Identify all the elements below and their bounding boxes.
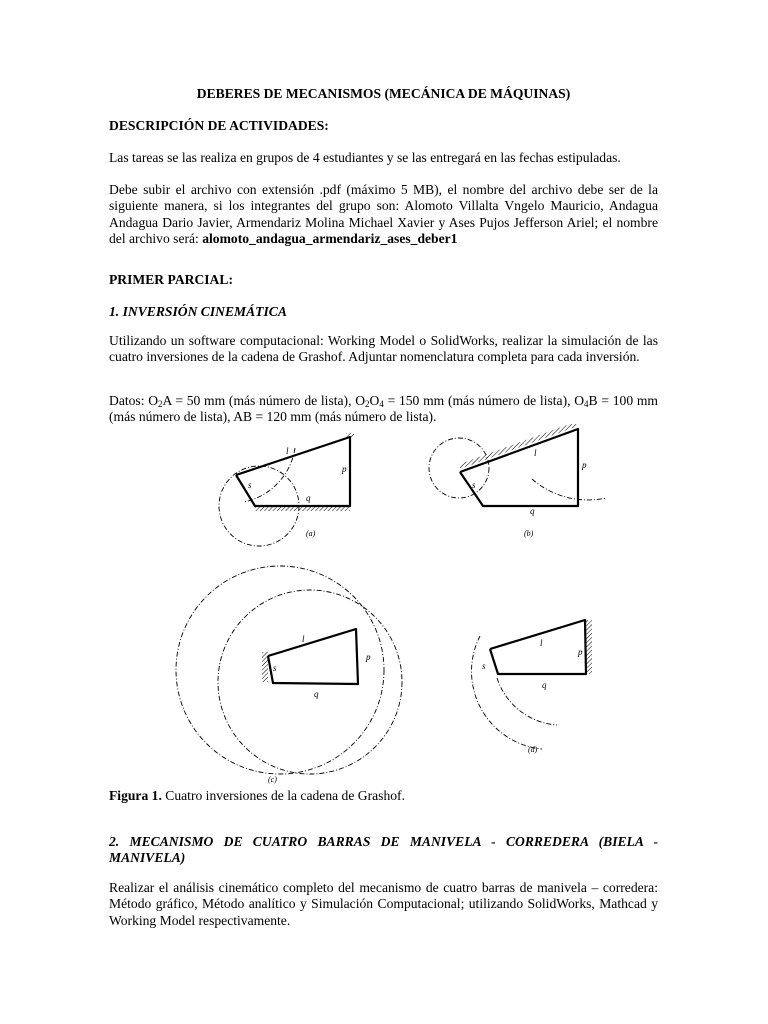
label-p-d: p: [578, 647, 583, 657]
section1-heading: 1. INVERSIÓN CINEMÁTICA: [109, 304, 287, 319]
figure-caption-text: Cuatro inversiones de la cadena de Grashof.: [161, 788, 405, 803]
label-p-b: p: [582, 460, 587, 470]
label-s-c: s: [273, 663, 277, 673]
section1-paragraph: Utilizando un software computacional: Working Model o SolidWorks, realizar la simulación de las cuatro inversiones de la cadena de Grashof. Adjuntar nomenclatura completa para cada inversión.: [109, 333, 658, 365]
label-q-c: q: [314, 689, 319, 699]
outer-circle-c: [176, 566, 384, 774]
label-l-c: l: [302, 634, 305, 644]
subscript-2: 2: [158, 399, 163, 409]
arc-a: [244, 448, 295, 502]
inversion-b: [429, 424, 606, 538]
label-p-a: p: [342, 464, 347, 474]
pin-hatch-a: [346, 433, 354, 438]
data-part-b: O: [369, 393, 380, 408]
figure-caption-label: Figura 1.: [109, 788, 162, 803]
crank-circle-b: [429, 438, 489, 498]
label-p-c: p: [366, 652, 371, 662]
label-q-d: q: [542, 680, 547, 690]
subscript-2: 2: [365, 399, 370, 409]
filename-example: alomoto_andagua_armendariz_ases_deber1: [202, 231, 458, 247]
inner-circle-c: [218, 590, 402, 774]
linkage-d: [490, 620, 586, 674]
subscript-4: 4: [584, 399, 589, 409]
upload-paragraph: [109, 182, 658, 248]
data-part-a: A = 50 mm (más número de lista), O: [162, 393, 366, 408]
label-s-b: s: [472, 480, 476, 490]
panel-label-d: (d): [528, 745, 538, 754]
ground-hatch-c: [262, 652, 268, 682]
document-title: DEBERES DE MECANISMOS (MECÁNICA DE MÁQUINAS): [196, 86, 571, 101]
panel-label-c: (c): [268, 775, 277, 784]
data-prefix: Datos: O: [109, 393, 159, 408]
description-heading: DESCRIPCIÓN DE ACTIVIDADES:: [109, 118, 329, 133]
linkage-a: [236, 437, 350, 506]
grashof-inversions-figure: [160, 424, 608, 790]
figure-drawing: [160, 424, 608, 790]
first-partial-heading: PRIMER PARCIAL:: [109, 272, 233, 287]
ground-hatch-d: [586, 620, 592, 674]
label-q-b: q: [530, 506, 535, 516]
inversion-d: [472, 620, 592, 754]
arc-d2: [497, 678, 557, 725]
label-q-a: q: [306, 493, 311, 503]
figure-caption: [109, 788, 658, 804]
panel-label-a: (a): [306, 529, 316, 538]
data-paragraph: [109, 393, 658, 426]
upload-text: Debe subir el archivo con extensión .pdf (máximo 5 MB), el nombre del archivo debe ser de la siguiente manera, si los integrantes del grupo son: Alomoto Villalta Vngelo Mauricio, Andagua Andagua Dario Javier, Armendariz Molina Michael Xavier y Ases Pujos Jefferson Ariel; el nombre del archivo será:: [109, 182, 658, 247]
label-s-d: s: [482, 661, 486, 671]
arc-b: [532, 479, 606, 500]
section2-heading: 2. MECANISMO DE CUATRO BARRAS DE MANIVELA - CORREDERA (BIELA - MANIVELA): [109, 834, 658, 866]
arc-d1: [472, 636, 542, 749]
intro-paragraph: Las tareas se las realiza en grupos de 4 estudiantes y se las entregará en las fechas estipuladas.: [109, 150, 621, 165]
panel-label-b: (b): [524, 529, 534, 538]
linkage-b: [460, 429, 578, 506]
inversion-c: [176, 566, 402, 784]
ground-hatch-b: [460, 424, 578, 469]
label-s-a: s: [248, 480, 252, 490]
ground-hatch-a: [255, 506, 350, 511]
data-part-d: B = 100 mm (más número de lista), AB = 120 mm (más número de lista).: [109, 393, 658, 425]
subscript-4: 4: [379, 399, 384, 409]
section2-paragraph: Realizar el análisis cinemático completo del mecanismo de cuatro barras de manivela – corredera: Método gráfico, Método analítico y Simulación Computacional; utilizando SolidWorks, Mathcad y Working Model respectivamente.: [109, 880, 658, 928]
label-l-b: l: [534, 448, 537, 458]
label-l-a: l: [286, 446, 289, 456]
label-l-d: l: [540, 638, 543, 648]
data-part-c: = 150 mm (más número de lista), O: [383, 393, 585, 408]
linkage-c: [268, 629, 358, 684]
inversion-a: [219, 433, 354, 546]
